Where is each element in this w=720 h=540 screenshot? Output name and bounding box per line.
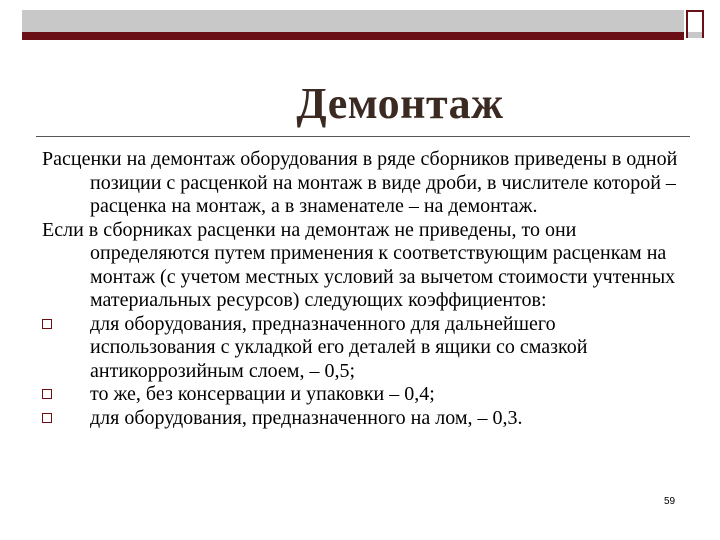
bullet-text: для оборудования, предназначенного для дальнейшего использования с укладкой его деталей в ящики со смазкой антикоррозийным слоем, – 0,5; (90, 312, 588, 382)
page-number: 59 (664, 496, 676, 507)
bullet-item (42, 313, 682, 384)
slide-title: Демонтаж (296, 79, 504, 128)
title-divider (36, 136, 690, 137)
bullet-item (42, 383, 682, 407)
decorative-top-accent-bar (22, 32, 684, 40)
slide-body (42, 148, 682, 430)
decorative-corner-box-fill (688, 32, 702, 38)
hollow-square-bullet-icon (42, 389, 52, 399)
paragraph-2: Если в сборниках расценки на демонтаж не приведены, то они определяются путем применения к соответствующим расценкам на монтаж (с учетом местных условий за вычетом стоимости учтенных материальных ресурсов) следующих коэффициентов: (42, 218, 676, 311)
hollow-square-bullet-icon (42, 319, 52, 329)
bullet-text: то же, без консервации и упаковки – 0,4; (90, 383, 435, 405)
paragraph-1: Расценки на демонтаж оборудования в ряде сборников приведены в одной позиции с расценкой на монтаж в виде дроби, в числителе которой – расценка на монтаж, а в знаменателе – на демонтаж. (42, 148, 678, 217)
bullet-item (42, 407, 682, 431)
hollow-square-bullet-icon (42, 413, 52, 423)
bullet-text: для оборудования, предназначенного на лом, – 0,3. (90, 406, 523, 429)
